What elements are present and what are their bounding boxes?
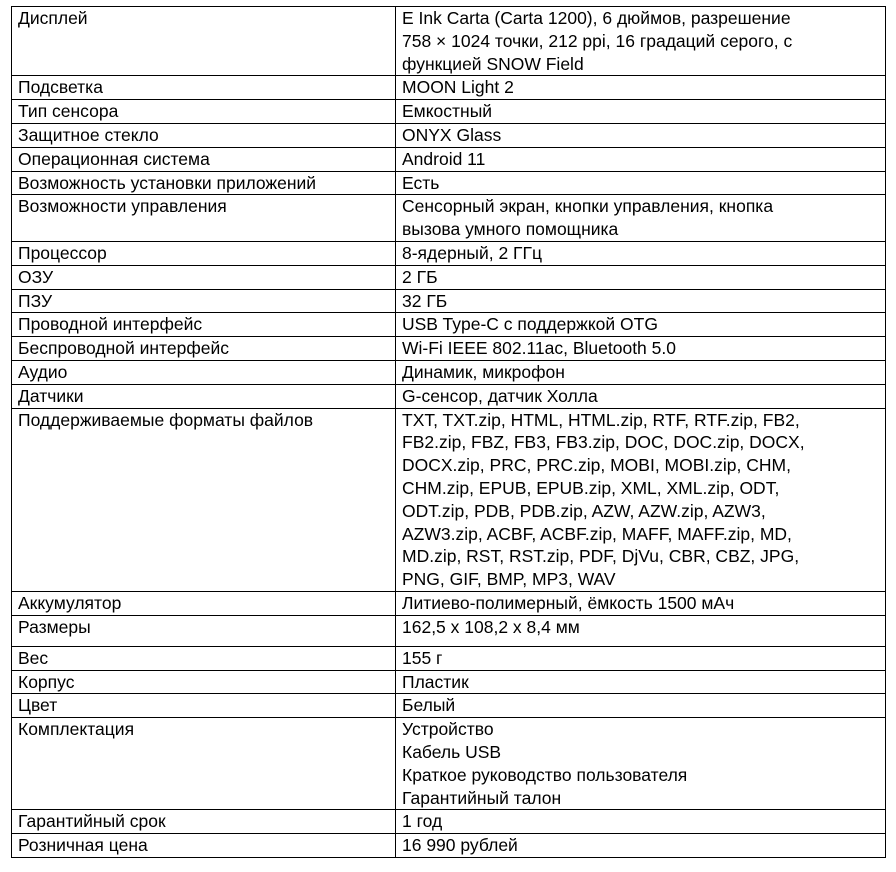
- specs-table: [11, 6, 886, 858]
- spec-value: Динамик, микрофон: [396, 360, 886, 384]
- table-row: [12, 76, 886, 100]
- spec-value: Емкостный: [396, 100, 886, 124]
- spec-label: Поддерживаемые форматы файлов: [12, 408, 396, 591]
- spec-value: Есть: [396, 171, 886, 195]
- table-row: [12, 834, 886, 858]
- spec-label: Комплектация: [12, 718, 396, 810]
- table-row: [12, 810, 886, 834]
- table-row: [12, 7, 886, 76]
- table-row: [12, 241, 886, 265]
- spec-value: USB Type-C с поддержкой OTG: [396, 313, 886, 337]
- spec-value: Литиево-полимерный, ёмкость 1500 мАч: [396, 591, 886, 615]
- spec-label: Беспроводной интерфейс: [12, 337, 396, 361]
- spec-value: Android 11: [396, 147, 886, 171]
- spec-value: Wi-Fi IEEE 802.11ac, Bluetooth 5.0: [396, 337, 886, 361]
- spec-label: Гарантийный срок: [12, 810, 396, 834]
- spec-label: Дисплей: [12, 7, 396, 76]
- spec-label: Корпус: [12, 670, 396, 694]
- table-row: [12, 615, 886, 646]
- spec-label: Вес: [12, 646, 396, 670]
- table-row: [12, 195, 886, 242]
- spec-value: Сенсорный экран, кнопки управления, кнопка вызова умного помощника: [396, 195, 886, 242]
- spec-label: Датчики: [12, 384, 396, 408]
- spec-value: MOON Light 2: [396, 76, 886, 100]
- table-row: [12, 360, 886, 384]
- table-row: [12, 123, 886, 147]
- table-row: [12, 384, 886, 408]
- spec-label: ПЗУ: [12, 289, 396, 313]
- spec-label: Возможности управления: [12, 195, 396, 242]
- table-row: [12, 591, 886, 615]
- spec-label: Розничная цена: [12, 834, 396, 858]
- spec-value: 32 ГБ: [396, 289, 886, 313]
- spec-label: Аудио: [12, 360, 396, 384]
- spec-value: ONYX Glass: [396, 123, 886, 147]
- spec-label: Аккумулятор: [12, 591, 396, 615]
- spec-value: 8-ядерный, 2 ГГц: [396, 241, 886, 265]
- spec-label: Операционная система: [12, 147, 396, 171]
- specs-table-body: [12, 7, 886, 858]
- table-row: [12, 171, 886, 195]
- table-row: [12, 670, 886, 694]
- spec-label: Подсветка: [12, 76, 396, 100]
- table-row: [12, 718, 886, 810]
- spec-label: Проводной интерфейс: [12, 313, 396, 337]
- table-row: [12, 265, 886, 289]
- table-row: [12, 147, 886, 171]
- spec-label: Защитное стекло: [12, 123, 396, 147]
- spec-value: 155 г: [396, 646, 886, 670]
- table-row: [12, 408, 886, 591]
- spec-label: Процессор: [12, 241, 396, 265]
- spec-value: 16 990 рублей: [396, 834, 886, 858]
- table-row: [12, 100, 886, 124]
- spec-value: 162,5 x 108,2 x 8,4 мм: [396, 615, 886, 646]
- spec-value: G-сенсор, датчик Холла: [396, 384, 886, 408]
- spec-value: 2 ГБ: [396, 265, 886, 289]
- table-row: [12, 289, 886, 313]
- spec-value: Белый: [396, 694, 886, 718]
- spec-value: E Ink Carta (Carta 1200), 6 дюймов, разрешение 758 × 1024 точки, 212 ppi, 16 градаций серого, с функцией SNOW Field: [396, 7, 886, 76]
- spec-label: Размеры: [12, 615, 396, 646]
- spec-value: Устройство Кабель USB Краткое руководство пользователя Гарантийный талон: [396, 718, 886, 810]
- spec-value: Пластик: [396, 670, 886, 694]
- spec-label: Возможность установки приложений: [12, 171, 396, 195]
- table-row: [12, 646, 886, 670]
- table-row: [12, 313, 886, 337]
- spec-label: Цвет: [12, 694, 396, 718]
- spec-value: TXT, TXT.zip, HTML, HTML.zip, RTF, RTF.zip, FB2, FB2.zip, FBZ, FB3, FB3.zip, DOC, DOC.zip, DOCX, DOCX.zip, PRC, PRC.zip, MOBI, MOBI.zip, CHM, CHM.zip, EPUB, EPUB.zip, XML, XML.zip, ODT, ODT.zip, PDB, PDB.zip, AZW, AZW.zip, AZW3, AZW3.zip, ACBF, ACBF.zip, MAFF, MAFF.zip, MD, MD.zip, RST, RST.zip, PDF, DjVu, CBR, CBZ, JPG, PNG, GIF, BMP, MP3, WAV: [396, 408, 886, 591]
- spec-value: 1 год: [396, 810, 886, 834]
- table-row: [12, 694, 886, 718]
- spec-label: ОЗУ: [12, 265, 396, 289]
- table-row: [12, 337, 886, 361]
- spec-label: Тип сенсора: [12, 100, 396, 124]
